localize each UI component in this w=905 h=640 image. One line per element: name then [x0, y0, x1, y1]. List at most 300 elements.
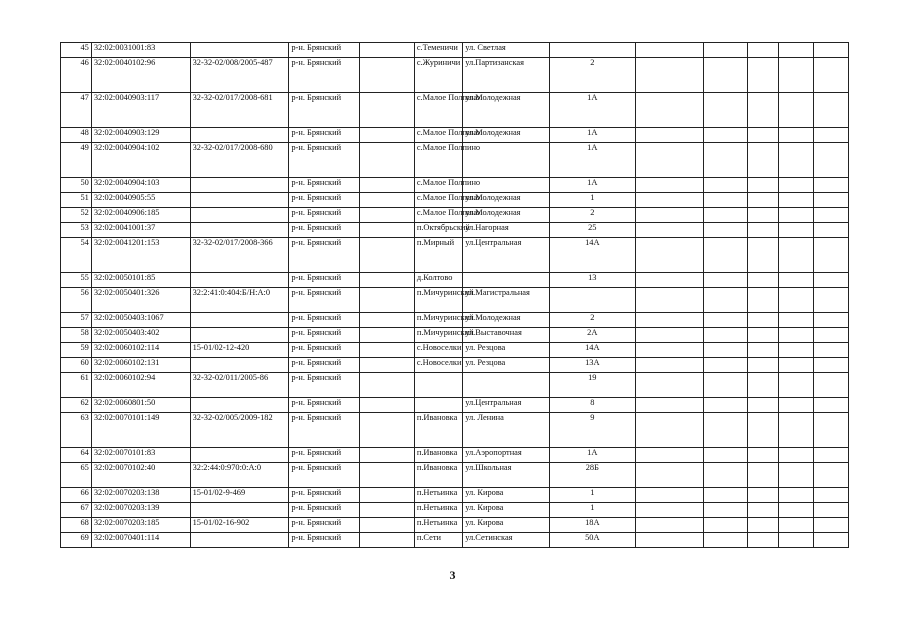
- row-number: 45: [61, 43, 92, 58]
- house-number-cell: 13: [549, 273, 635, 288]
- empty-cell: [636, 288, 704, 313]
- street-cell: ул.Молодежная: [463, 208, 549, 223]
- empty-cell: [703, 58, 747, 93]
- land-plots-table: [60, 42, 849, 548]
- street-cell: [463, 373, 549, 398]
- district-cell: р-н. Брянский: [289, 93, 360, 128]
- house-number-cell: 14А: [549, 238, 635, 273]
- empty-cell: [703, 328, 747, 343]
- cadastral-number-cell: 32:02:0050403:402: [91, 328, 190, 343]
- empty-cell: [813, 413, 848, 448]
- empty-cell: [703, 518, 747, 533]
- district-cell: р-н. Брянский: [289, 488, 360, 503]
- empty-cell: [636, 343, 704, 358]
- empty-cell: [360, 93, 415, 128]
- empty-cell: [703, 93, 747, 128]
- table-row: [61, 128, 849, 143]
- registration-number-cell: 32-32-02/017/2008-366: [190, 238, 289, 273]
- district-cell: р-н. Брянский: [289, 343, 360, 358]
- empty-cell: [636, 58, 704, 93]
- row-number: 46: [61, 58, 92, 93]
- district-cell: р-н. Брянский: [289, 313, 360, 328]
- empty-cell: [636, 503, 704, 518]
- house-number-cell: 2: [549, 208, 635, 223]
- empty-cell: [778, 43, 813, 58]
- table-body: [61, 43, 849, 548]
- empty-cell: [360, 193, 415, 208]
- empty-cell: [360, 448, 415, 463]
- table-row: [61, 43, 849, 58]
- empty-cell: [813, 43, 848, 58]
- empty-cell: [778, 328, 813, 343]
- row-number: 69: [61, 533, 92, 548]
- empty-cell: [813, 313, 848, 328]
- house-number-cell: 19: [549, 373, 635, 398]
- settlement-cell: п.Ивановка: [414, 448, 462, 463]
- settlement-cell: с.Малое Полпино: [414, 128, 462, 143]
- empty-cell: [636, 358, 704, 373]
- district-cell: р-н. Брянский: [289, 358, 360, 373]
- cadastral-number-cell: 32:02:0040903:117: [91, 93, 190, 128]
- empty-cell: [813, 128, 848, 143]
- row-number: 52: [61, 208, 92, 223]
- table-row: [61, 343, 849, 358]
- cadastral-number-cell: 32:02:0060102:131: [91, 358, 190, 373]
- empty-cell: [813, 343, 848, 358]
- empty-cell: [360, 518, 415, 533]
- empty-cell: [360, 358, 415, 373]
- page-number: 3: [449, 568, 456, 582]
- empty-cell: [748, 328, 779, 343]
- row-number: 53: [61, 223, 92, 238]
- empty-cell: [813, 93, 848, 128]
- empty-cell: [636, 488, 704, 503]
- table-row: [61, 518, 849, 533]
- house-number-cell: 28Б: [549, 463, 635, 488]
- district-cell: р-н. Брянский: [289, 128, 360, 143]
- empty-cell: [636, 178, 704, 193]
- registration-number-cell: [190, 223, 289, 238]
- empty-cell: [360, 488, 415, 503]
- empty-cell: [813, 398, 848, 413]
- settlement-cell: п.Нетьинка: [414, 503, 462, 518]
- registration-number-cell: [190, 358, 289, 373]
- table-row: [61, 58, 849, 93]
- row-number: 51: [61, 193, 92, 208]
- empty-cell: [748, 178, 779, 193]
- registration-number-cell: [190, 533, 289, 548]
- empty-cell: [748, 193, 779, 208]
- settlement-cell: с.Малое Полпино: [414, 193, 462, 208]
- empty-cell: [636, 128, 704, 143]
- empty-cell: [813, 328, 848, 343]
- district-cell: р-н. Брянский: [289, 328, 360, 343]
- table-row: [61, 143, 849, 178]
- row-number: 48: [61, 128, 92, 143]
- table-row: [61, 463, 849, 488]
- table-row: [61, 373, 849, 398]
- empty-cell: [360, 43, 415, 58]
- district-cell: р-н. Брянский: [289, 518, 360, 533]
- district-cell: р-н. Брянский: [289, 448, 360, 463]
- empty-cell: [748, 358, 779, 373]
- empty-cell: [703, 223, 747, 238]
- empty-cell: [360, 208, 415, 223]
- empty-cell: [703, 373, 747, 398]
- empty-cell: [748, 448, 779, 463]
- empty-cell: [748, 208, 779, 223]
- registration-number-cell: [190, 43, 289, 58]
- cadastral-number-cell: 32:02:0050401:326: [91, 288, 190, 313]
- house-number-cell: 1: [549, 193, 635, 208]
- empty-cell: [360, 328, 415, 343]
- street-cell: ул.Сетинская: [463, 533, 549, 548]
- row-number: 57: [61, 313, 92, 328]
- empty-cell: [636, 328, 704, 343]
- empty-cell: [703, 488, 747, 503]
- empty-cell: [778, 373, 813, 398]
- empty-cell: [778, 143, 813, 178]
- empty-cell: [748, 413, 779, 448]
- registration-number-cell: 15-01/02-16-902: [190, 518, 289, 533]
- empty-cell: [360, 398, 415, 413]
- empty-cell: [636, 413, 704, 448]
- cadastral-number-cell: 32:02:0040906:185: [91, 208, 190, 223]
- row-number: 65: [61, 463, 92, 488]
- empty-cell: [360, 313, 415, 328]
- settlement-cell: [414, 373, 462, 398]
- district-cell: р-н. Брянский: [289, 193, 360, 208]
- empty-cell: [778, 238, 813, 273]
- registration-number-cell: [190, 178, 289, 193]
- row-number: 68: [61, 518, 92, 533]
- cadastral-number-cell: 32:02:0031001:83: [91, 43, 190, 58]
- empty-cell: [748, 143, 779, 178]
- empty-cell: [703, 208, 747, 223]
- row-number: 56: [61, 288, 92, 313]
- row-number: 63: [61, 413, 92, 448]
- settlement-cell: с.Теменичи: [414, 43, 462, 58]
- empty-cell: [778, 358, 813, 373]
- cadastral-number-cell: 32:02:0060801:50: [91, 398, 190, 413]
- settlement-cell: с.Малое Полпино: [414, 178, 462, 193]
- empty-cell: [778, 288, 813, 313]
- settlement-cell: п.Ивановка: [414, 413, 462, 448]
- registration-number-cell: [190, 313, 289, 328]
- empty-cell: [813, 223, 848, 238]
- empty-cell: [636, 43, 704, 58]
- settlement-cell: п.Нетьинка: [414, 518, 462, 533]
- row-number: 49: [61, 143, 92, 178]
- street-cell: [463, 273, 549, 288]
- district-cell: р-н. Брянский: [289, 143, 360, 178]
- registration-number-cell: [190, 208, 289, 223]
- settlement-cell: с.Новоселки: [414, 358, 462, 373]
- table-row: [61, 413, 849, 448]
- table-row: [61, 238, 849, 273]
- empty-cell: [703, 358, 747, 373]
- house-number-cell: 1А: [549, 128, 635, 143]
- settlement-cell: п.Мичуринский: [414, 313, 462, 328]
- empty-cell: [636, 533, 704, 548]
- empty-cell: [748, 398, 779, 413]
- empty-cell: [778, 58, 813, 93]
- empty-cell: [813, 178, 848, 193]
- house-number-cell: 8: [549, 398, 635, 413]
- district-cell: р-н. Брянский: [289, 223, 360, 238]
- empty-cell: [813, 463, 848, 488]
- row-number: 67: [61, 503, 92, 518]
- empty-cell: [636, 238, 704, 273]
- empty-cell: [813, 358, 848, 373]
- empty-cell: [778, 208, 813, 223]
- empty-cell: [813, 448, 848, 463]
- empty-cell: [703, 273, 747, 288]
- row-number: 59: [61, 343, 92, 358]
- street-cell: ул.Партизанская: [463, 58, 549, 93]
- settlement-cell: д.Колтово: [414, 273, 462, 288]
- street-cell: ул. Кирова: [463, 488, 549, 503]
- empty-cell: [778, 128, 813, 143]
- table-row: [61, 193, 849, 208]
- table-row: [61, 93, 849, 128]
- row-number: 54: [61, 238, 92, 273]
- settlement-cell: с.Малое Полпино: [414, 208, 462, 223]
- empty-cell: [636, 463, 704, 488]
- settlement-cell: п.Мирный: [414, 238, 462, 273]
- empty-cell: [748, 58, 779, 93]
- empty-cell: [748, 223, 779, 238]
- empty-cell: [636, 313, 704, 328]
- empty-cell: [748, 343, 779, 358]
- house-number-cell: 13А: [549, 358, 635, 373]
- table-row: [61, 313, 849, 328]
- empty-cell: [778, 448, 813, 463]
- empty-cell: [360, 533, 415, 548]
- street-cell: ул.Молодежная: [463, 128, 549, 143]
- house-number-cell: 14А: [549, 343, 635, 358]
- row-number: 66: [61, 488, 92, 503]
- table-row: [61, 358, 849, 373]
- empty-cell: [360, 413, 415, 448]
- empty-cell: [748, 518, 779, 533]
- empty-cell: [703, 288, 747, 313]
- empty-cell: [636, 448, 704, 463]
- empty-cell: [748, 313, 779, 328]
- table-row: [61, 398, 849, 413]
- empty-cell: [813, 58, 848, 93]
- district-cell: р-н. Брянский: [289, 208, 360, 223]
- empty-cell: [636, 208, 704, 223]
- street-cell: ул.Молодежная: [463, 93, 549, 128]
- empty-cell: [778, 518, 813, 533]
- cadastral-number-cell: 32:02:0070101:83: [91, 448, 190, 463]
- table-row: [61, 448, 849, 463]
- cadastral-number-cell: 32:02:0070102:40: [91, 463, 190, 488]
- cadastral-number-cell: 32:02:0050101:85: [91, 273, 190, 288]
- house-number-cell: 1А: [549, 178, 635, 193]
- street-cell: ул.Школьная: [463, 463, 549, 488]
- cadastral-number-cell: 32:02:0070101:149: [91, 413, 190, 448]
- empty-cell: [813, 533, 848, 548]
- street-cell: ул.Магистральная: [463, 288, 549, 313]
- empty-cell: [778, 398, 813, 413]
- registration-number-cell: [190, 193, 289, 208]
- empty-cell: [778, 463, 813, 488]
- empty-cell: [703, 398, 747, 413]
- street-cell: ул.Молодежная: [463, 313, 549, 328]
- house-number-cell: 2А: [549, 328, 635, 343]
- street-cell: ул.Аэропортная: [463, 448, 549, 463]
- registration-number-cell: [190, 448, 289, 463]
- cadastral-number-cell: 32:02:0060102:94: [91, 373, 190, 398]
- settlement-cell: [414, 398, 462, 413]
- registration-number-cell: 15-01/02-12-420: [190, 343, 289, 358]
- empty-cell: [778, 223, 813, 238]
- empty-cell: [703, 448, 747, 463]
- empty-cell: [813, 488, 848, 503]
- empty-cell: [813, 503, 848, 518]
- empty-cell: [778, 503, 813, 518]
- empty-cell: [636, 518, 704, 533]
- empty-cell: [636, 193, 704, 208]
- registration-number-cell: 32:2:41:0:404:Б/Н:А:0: [190, 288, 289, 313]
- empty-cell: [360, 373, 415, 398]
- settlement-cell: с.Малое Полпино: [414, 143, 462, 178]
- empty-cell: [813, 208, 848, 223]
- empty-cell: [778, 93, 813, 128]
- row-number: 55: [61, 273, 92, 288]
- district-cell: р-н. Брянский: [289, 503, 360, 518]
- table-row: [61, 178, 849, 193]
- street-cell: ул. Кирова: [463, 518, 549, 533]
- district-cell: р-н. Брянский: [289, 533, 360, 548]
- registration-number-cell: [190, 273, 289, 288]
- street-cell: ул.Молодежная: [463, 193, 549, 208]
- empty-cell: [778, 413, 813, 448]
- table-row: [61, 533, 849, 548]
- empty-cell: [748, 238, 779, 273]
- empty-cell: [778, 313, 813, 328]
- settlement-cell: п.Мичуринский: [414, 288, 462, 313]
- house-number-cell: 1: [549, 488, 635, 503]
- empty-cell: [636, 398, 704, 413]
- district-cell: р-н. Брянский: [289, 373, 360, 398]
- empty-cell: [748, 288, 779, 313]
- district-cell: р-н. Брянский: [289, 413, 360, 448]
- empty-cell: [813, 273, 848, 288]
- district-cell: р-н. Брянский: [289, 288, 360, 313]
- row-number: 58: [61, 328, 92, 343]
- registration-number-cell: 32-32-02/017/2008-680: [190, 143, 289, 178]
- row-number: 64: [61, 448, 92, 463]
- settlement-cell: п.Ивановка: [414, 463, 462, 488]
- house-number-cell: 50А: [549, 533, 635, 548]
- street-cell: ул.Центральная: [463, 238, 549, 273]
- row-number: 60: [61, 358, 92, 373]
- empty-cell: [360, 238, 415, 273]
- empty-cell: [703, 413, 747, 448]
- registration-number-cell: [190, 503, 289, 518]
- row-number: 62: [61, 398, 92, 413]
- empty-cell: [813, 238, 848, 273]
- empty-cell: [636, 223, 704, 238]
- settlement-cell: п.Нетьинка: [414, 488, 462, 503]
- empty-cell: [360, 503, 415, 518]
- empty-cell: [813, 518, 848, 533]
- empty-cell: [703, 143, 747, 178]
- empty-cell: [778, 193, 813, 208]
- empty-cell: [813, 373, 848, 398]
- district-cell: р-н. Брянский: [289, 178, 360, 193]
- registration-number-cell: [190, 328, 289, 343]
- cadastral-number-cell: 32:02:0060102:114: [91, 343, 190, 358]
- district-cell: р-н. Брянский: [289, 273, 360, 288]
- empty-cell: [813, 193, 848, 208]
- empty-cell: [748, 128, 779, 143]
- empty-cell: [360, 58, 415, 93]
- empty-cell: [636, 273, 704, 288]
- registration-number-cell: [190, 398, 289, 413]
- cadastral-number-cell: 32:02:0040903:129: [91, 128, 190, 143]
- house-number-cell: 25: [549, 223, 635, 238]
- registration-number-cell: 32-32-02/017/2008-681: [190, 93, 289, 128]
- registration-number-cell: 15-01/02-9-469: [190, 488, 289, 503]
- empty-cell: [360, 463, 415, 488]
- street-cell: ул. Светлая: [463, 43, 549, 58]
- empty-cell: [360, 273, 415, 288]
- cadastral-number-cell: 32:02:0070401:114: [91, 533, 190, 548]
- empty-cell: [748, 373, 779, 398]
- empty-cell: [748, 43, 779, 58]
- street-cell: ул.Нагорная: [463, 223, 549, 238]
- district-cell: р-н. Брянский: [289, 238, 360, 273]
- table-row: [61, 273, 849, 288]
- empty-cell: [703, 43, 747, 58]
- empty-cell: [703, 533, 747, 548]
- empty-cell: [360, 223, 415, 238]
- settlement-cell: п.Октябрьский: [414, 223, 462, 238]
- settlement-cell: п.Сети: [414, 533, 462, 548]
- table-row: [61, 328, 849, 343]
- table-row: [61, 223, 849, 238]
- empty-cell: [703, 313, 747, 328]
- empty-cell: [703, 193, 747, 208]
- empty-cell: [748, 503, 779, 518]
- row-number: 61: [61, 373, 92, 398]
- empty-cell: [813, 288, 848, 313]
- cadastral-number-cell: 32:02:0041001:37: [91, 223, 190, 238]
- street-cell: ул. Ленина: [463, 413, 549, 448]
- empty-cell: [748, 488, 779, 503]
- house-number-cell: 1А: [549, 448, 635, 463]
- district-cell: р-н. Брянский: [289, 463, 360, 488]
- empty-cell: [778, 343, 813, 358]
- empty-cell: [636, 93, 704, 128]
- district-cell: р-н. Брянский: [289, 58, 360, 93]
- empty-cell: [778, 178, 813, 193]
- empty-cell: [748, 273, 779, 288]
- empty-cell: [778, 488, 813, 503]
- cadastral-number-cell: 32:02:0040904:103: [91, 178, 190, 193]
- row-number: 50: [61, 178, 92, 193]
- cadastral-number-cell: 32:02:0070203:139: [91, 503, 190, 518]
- registration-number-cell: 32-32-02/011/2005-86: [190, 373, 289, 398]
- empty-cell: [360, 343, 415, 358]
- empty-cell: [813, 143, 848, 178]
- empty-cell: [703, 463, 747, 488]
- empty-cell: [703, 238, 747, 273]
